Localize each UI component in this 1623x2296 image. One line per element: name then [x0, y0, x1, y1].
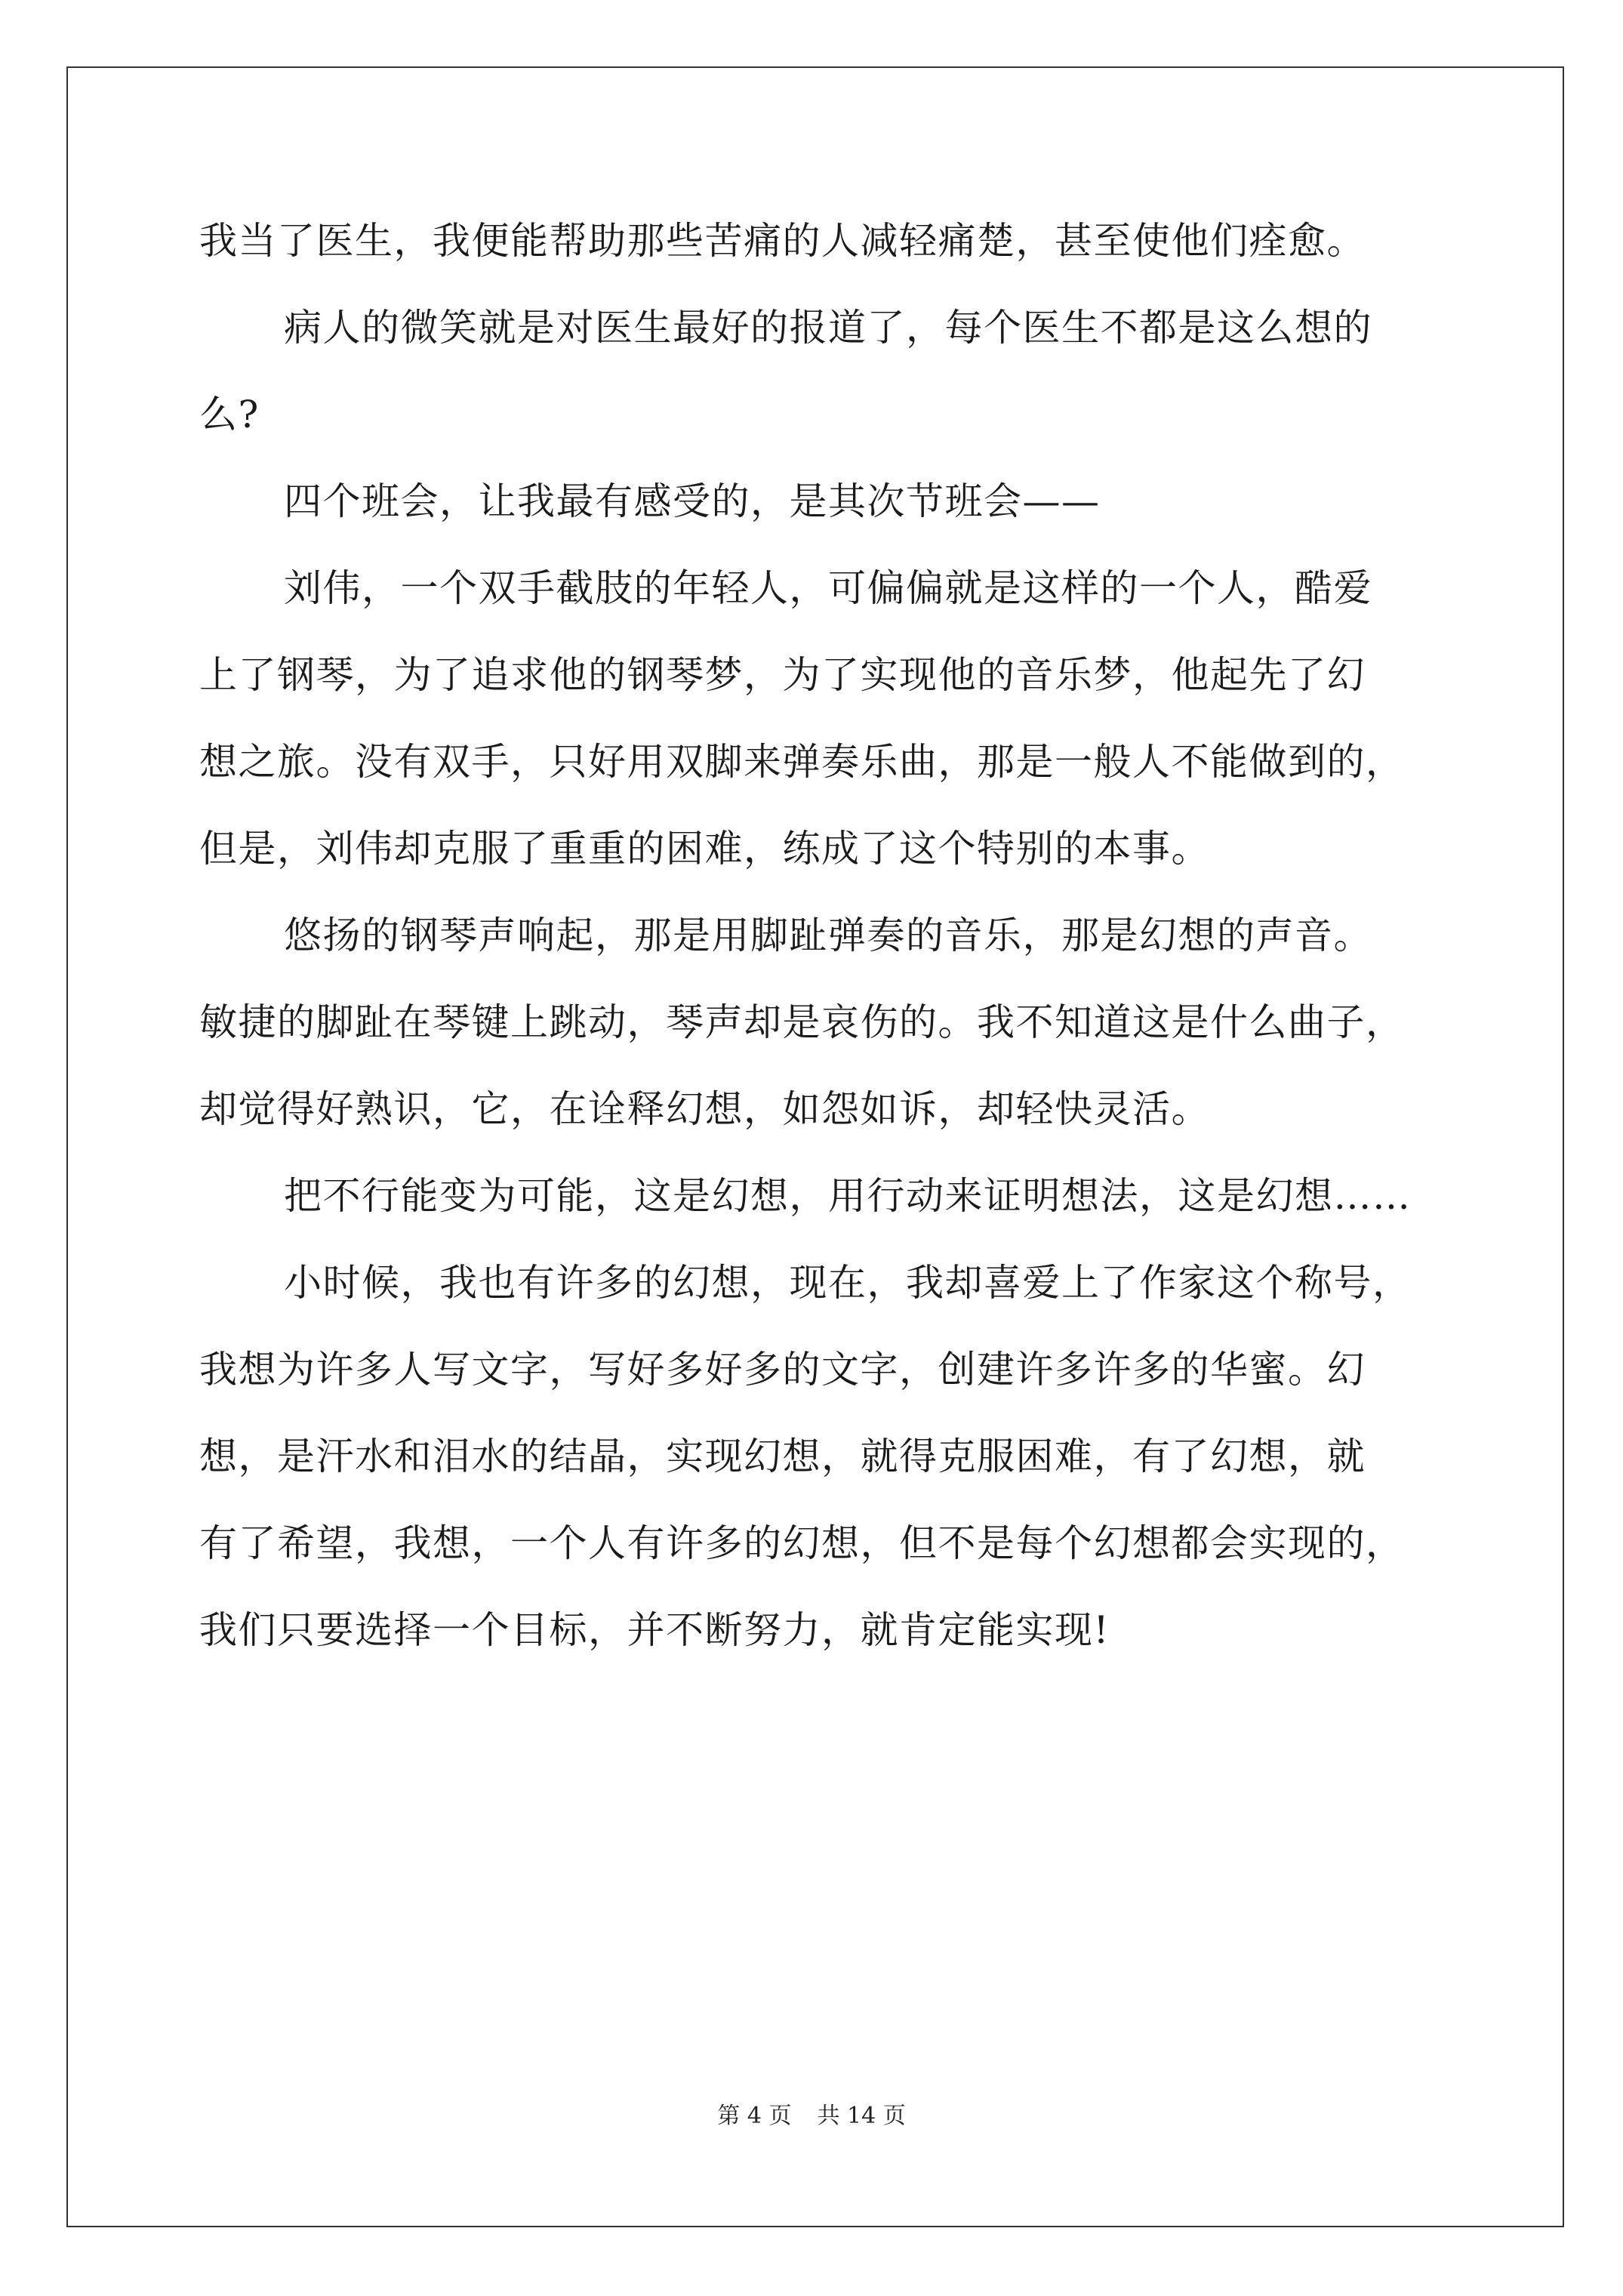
text-line: 刘伟，一个双手截肢的年轻人，可偏偏就是这样的一个人，酷爱 [284, 566, 1372, 610]
page-footer [0, 2101, 1623, 2131]
text-line: 但是，刘伟却克服了重重的困难，练成了这个特别的本事。 [199, 827, 1210, 871]
text-line: 有了希望，我想，一个人有许多的幻想，但不是每个幻想都会实现的， [199, 1521, 1405, 1565]
text-line: 小时候，我也有许多的幻想，现在，我却喜爱上了作家这个称号， [284, 1261, 1412, 1305]
text-line: 么? [199, 393, 260, 436]
text-line: 想之旅。没有双手，只好用双脚来弹奏乐曲，那是一般人不能做到的， [199, 740, 1405, 784]
text-line: 我们只要选择一个目标，并不断努力，就肯定能实现! [199, 1608, 1110, 1652]
text-line: 四个班会，让我最有感受的，是其次节班会—— [284, 479, 1101, 523]
text-line: 却觉得好熟识，它，在诠释幻想，如怨如诉，却轻快灵活。 [199, 1087, 1210, 1131]
text-line: 我想为许多人写文字，写好多好多的文字，创建许多许多的华蜜。幻 [199, 1348, 1366, 1391]
text-line: 我当了医生，我便能帮助那些苦痛的人减轻痛楚，甚至使他们痊愈。 [199, 219, 1366, 263]
document-body [199, 198, 1437, 1674]
text-line: 敏捷的脚趾在琴键上跳动，琴声却是哀伤的。我不知道这是什么曲子， [199, 1000, 1405, 1044]
page-number: 第 4 页 [717, 2103, 792, 2129]
page-total: 共 14 页 [817, 2103, 906, 2129]
text-line: 上了钢琴，为了追求他的钢琴梦，为了实现他的音乐梦，他起先了幻 [199, 653, 1366, 697]
text-line: 想，是汗水和泪水的结晶，实现幻想，就得克服困难，有了幻想，就 [199, 1435, 1366, 1478]
text-line: 把不行能变为可能，这是幻想，用行动来证明想法，这是幻想…… [284, 1174, 1412, 1218]
text-line: 病人的微笑就是对医生最好的报道了，每个医生不都是这么想的 [284, 306, 1372, 350]
text-line: 悠扬的钢琴声响起，那是用脚趾弹奏的音乐，那是幻想的声音。 [284, 914, 1372, 957]
